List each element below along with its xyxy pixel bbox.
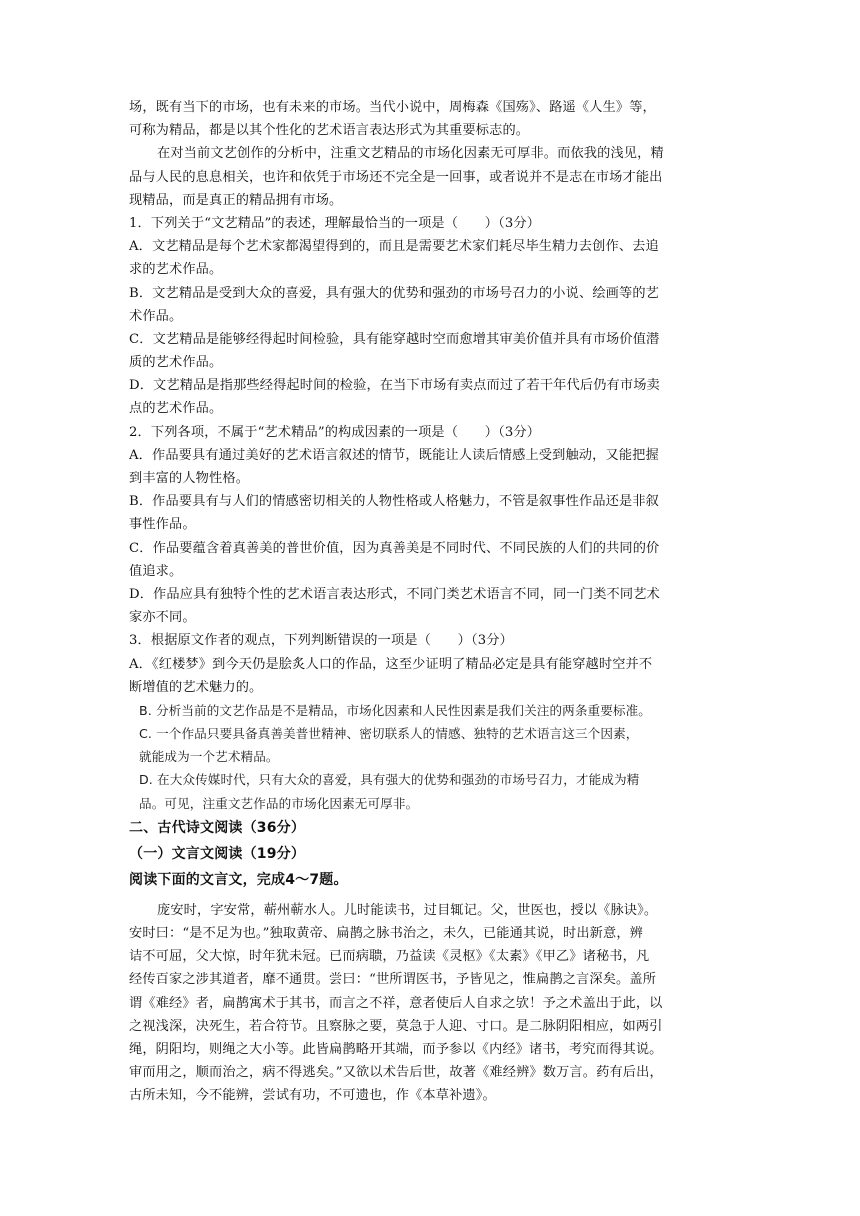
classical-text-line: 诘不可屈，父大惊，时年犹未冠。已而病聩，乃益读《灵枢》《太素》《甲乙》诸秘书，凡 (129, 949, 650, 965)
classical-text-line: 审而用之，顺而治之，病不得逃矣。”又欲以术告后世，故著《难经辨》数万言。药有后出， (129, 1065, 663, 1081)
section-2-title: 二、古代诗文阅读（36分） (129, 819, 306, 836)
section-2-instruction: 阅读下面的文言文，完成4～7题。 (129, 871, 348, 888)
q1-option-d: D．文艺精品是指那些经得起时间的检验，在当下市场有卖点而过了若干年代后仍有市场卖 (129, 378, 660, 394)
q2-option-b: B．作品要具有与人们的情感密切相关的人物性格或人格魅力，不管是叙事性作品还是非叙 (129, 494, 659, 510)
q2-option-d-cont: 家亦不同。 (129, 610, 196, 626)
exam-page (129, 96, 731, 1108)
classical-text-start: 庞安时，字安常，蕲州蕲水人。儿时能读书，过目辄记。父，世医也，授以《脉诀》。 (157, 902, 658, 918)
classical-text-line: 古所未知，今不能辨，尝试有功，不可遗也，作《本草补遗》。 (129, 1088, 496, 1104)
passage-line: 品与人民的息息相关，也许和依凭于市场还不完全是一回事，或者说并不是志在市场才能出 (129, 169, 663, 185)
question-1-stem: 1．下列关于“文艺精品”的表述，理解最恰当的一项是（ ）（3分） (129, 215, 541, 231)
q1-option-c: C．文艺精品是能够经得起时间检验，具有能穿越时空而愈增其审美价值并具有市场价值潜 (129, 331, 660, 347)
q3-option-d: D. 在大众传媒时代，只有大众的喜爱，具有强大的优势和强劲的市场号召力，才能成为精 (139, 772, 640, 788)
section-2-subtitle: （一）文言文阅读（19分） (129, 845, 306, 862)
classical-text-line: 之视浅深，决死生，若合符节。且察脉之要，莫急于人迎、寸口。是二脉阴阳相应，如两引 (129, 1018, 663, 1034)
q3-option-a: A．《红楼梦》到今天仍是脍炙人口的作品，这至少证明了精品必定是具有能穿越时空并不 (129, 656, 653, 672)
q2-option-a-cont: 到丰富的人物性格。 (129, 471, 250, 486)
q2-option-a: A．作品要具有通过美好的艺术语言叙述的情节，既能让人读后情感上受到触动，又能把握 (129, 447, 659, 463)
classical-text-line: 绳，阴阳均，则绳之大小等。此皆扁鹊略开其端，而予参以《内经》诸书，考究而得其说。 (129, 1041, 663, 1057)
passage-paragraph-start: 在对当前文艺创作的分析中，注重文艺精品的市场化因素无可厚非。而依我的浅见，精 (157, 146, 664, 162)
q2-option-b-cont: 事性作品。 (129, 517, 196, 533)
q1-option-c-cont: 质的艺术作品。 (129, 355, 223, 371)
q2-option-d: D．作品应具有独特个性的艺术语言表达形式，不同门类艺术语言不同，同一门类不同艺术 (129, 586, 660, 602)
q1-option-b-cont: 术作品。 (129, 308, 183, 324)
q3-option-d-cont: 品。可见，注重文艺作品的市场化因素无可厚非。 (139, 795, 419, 811)
q1-option-a-cont: 求的艺术作品。 (129, 262, 223, 278)
passage-line: 场，既有当下的市场，也有未来的市场。当代小说中，周梅森《国殇》、路遥《人生》等， (129, 100, 656, 115)
classical-text-line: 安时曰：“是不足为也。”独取黄帝、扁鹊之脉书治之，未久，已能通其说，时出新意，辨 (129, 926, 644, 941)
q1-option-b: B．文艺精品是受到大众的喜爱，具有强大的优势和强劲的市场号召力的小说、绘画等的艺 (129, 285, 659, 301)
question-3-stem: 3．根据原文作者的观点，下列判断错误的一项是（ ）（3分） (129, 633, 513, 649)
q3-option-a-cont: 断增值的艺术魅力的。 (129, 679, 263, 695)
classical-text-line: 谓《难经》者，扁鹊寓术于其书，而言之不祥，意者使后人自求之欤！予之术盖出于此，以 (129, 995, 663, 1011)
question-2-stem: 2．下列各项，不属于“艺术精品”的构成因素的一项是（ ）（3分） (129, 424, 541, 440)
q3-option-c-cont: 就能成为一个艺术精品。 (139, 749, 279, 765)
passage-line: 可称为精品，都是以其个性化的艺术语言表达形式为其重要标志的。 (129, 123, 530, 139)
q1-option-d-cont: 点的艺术作品。 (129, 401, 223, 417)
passage-line: 现精品，而是真正的精品拥有市场。 (129, 192, 343, 208)
q3-option-c: C. 一个作品只要具备真善美普世精神、密切联系人的情感、独特的艺术语言这三个因素， (139, 726, 639, 742)
q2-option-c-cont: 值追求。 (129, 563, 183, 579)
classical-text-line: 经传百家之涉其道者，靡不通贯。尝曰：“世所谓医书，予皆见之，惟扁鹊之言深矣。盖所 (129, 972, 657, 988)
q2-option-c: C．作品要蕴含着真善美的普世价值，因为真善美是不同时代、不同民族的人们的共同的价 (129, 540, 660, 556)
q1-option-a: A．文艺精品是每个艺术家都渴望得到的，而且是需要艺术家们耗尽毕生精力去创作、去追 (129, 239, 659, 255)
q3-option-b: B. 分析当前的文艺作品是不是精品，市场化因素和人民性因素是我们关注的两条重要标准。 (139, 702, 652, 718)
